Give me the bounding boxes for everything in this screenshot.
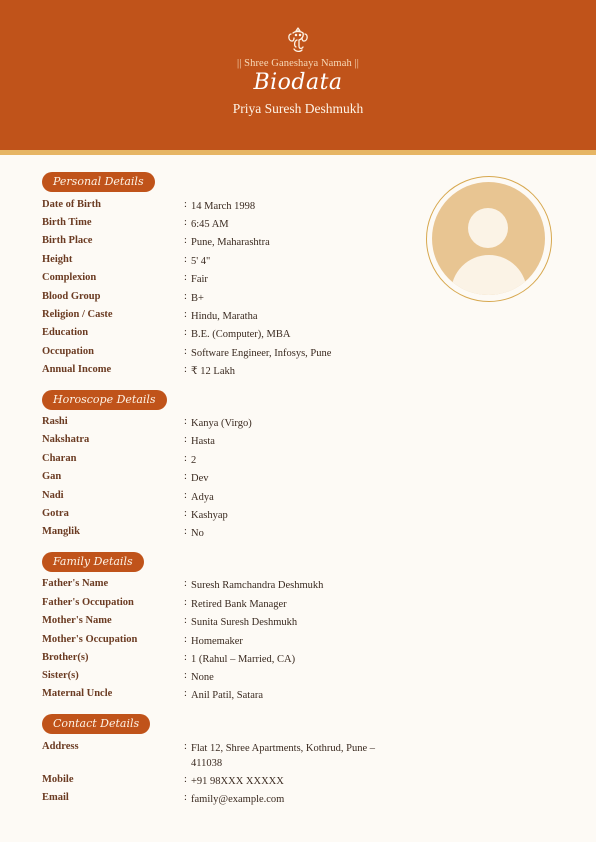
detail-label: Maternal Uncle [42,688,113,699]
detail-value: Flat 12, Shree Apartments, Kothrud, Pune – 411038 [191,743,376,769]
detail-value: B.E. (Computer), MBA [191,329,291,340]
header-banner [0,0,596,150]
detail-value: Adya [191,492,214,503]
detail-label: Mother's Name [42,615,112,626]
detail-label: Height [42,254,73,265]
detail-separator: : [184,670,187,681]
detail-label: Nadi [42,490,64,501]
avatar-placeholder-icon [432,182,545,295]
section-title-personal: Personal Details [42,172,155,192]
detail-separator: : [184,792,187,803]
section-title-contact: Contact Details [42,714,150,734]
detail-value: Anil Patil, Satara [191,690,264,701]
detail-value: Software Engineer, Infosys, Pune [191,348,332,359]
detail-value: Pune, Maharashtra [191,237,270,248]
detail-separator: : [184,578,187,589]
detail-label: Sister(s) [42,670,79,681]
detail-label: Religion / Caste [42,309,113,320]
detail-value: Kanya (Virgo) [191,418,252,429]
detail-value: Sunita Suresh Deshmukh [191,617,298,628]
detail-value: 14 March 1998 [191,201,256,212]
detail-label: Manglik [42,526,80,537]
section-title-horoscope: Horoscope Details [42,390,167,410]
ganesha-icon [285,26,311,54]
candidate-name: Priya Suresh Deshmukh [232,101,364,116]
detail-label: Email [42,792,69,803]
detail-separator: : [184,364,187,375]
detail-separator: : [184,254,187,265]
page-title: Biodata [253,70,343,95]
detail-separator: : [184,291,187,302]
detail-label: Address [42,741,79,752]
detail-label: Father's Occupation [42,597,134,608]
detail-label: Mother's Occupation [42,634,138,645]
header-divider [0,150,596,155]
detail-separator: : [184,217,187,228]
detail-label: Date of Birth [42,199,101,210]
section-title-family: Family Details [42,552,144,572]
detail-value: 1 (Rahul – Married, CA) [191,654,296,665]
detail-label: Blood Group [42,291,101,302]
profile-photo-frame [426,176,552,302]
detail-value: 5' 4" [191,256,211,267]
detail-separator: : [184,634,187,645]
detail-separator: : [184,416,187,427]
mantra-text: || Shree Ganeshaya Namah || [237,58,359,69]
detail-value: 2 [191,455,197,466]
detail-label: Gan [42,471,62,482]
detail-value: Retired Bank Manager [191,599,287,610]
detail-label: Nakshatra [42,434,90,445]
detail-value: 6:45 AM [191,219,229,230]
detail-separator: : [184,508,187,519]
detail-separator: : [184,597,187,608]
detail-value: Kashyap [191,510,228,521]
detail-separator: : [184,453,187,464]
detail-separator: : [184,652,187,663]
detail-value: family@example.com [191,794,285,805]
detail-separator: : [184,615,187,626]
detail-label: Complexion [42,272,97,283]
detail-label: Education [42,327,89,338]
detail-label: Father's Name [42,578,109,589]
detail-value: Suresh Ramchandra Deshmukh [191,580,324,591]
detail-value: Hasta [191,436,215,447]
detail-value: Homemaker [191,636,243,647]
detail-label: Rashi [42,416,68,427]
detail-value: +91 98XXX XXXXX [191,776,284,787]
detail-separator: : [184,235,187,246]
detail-label: Brother(s) [42,652,89,663]
detail-label: Annual Income [42,364,112,375]
avatar-body [451,255,527,295]
detail-value: Dev [191,473,209,484]
avatar-head [468,208,508,248]
detail-value: Fair [191,274,208,285]
detail-label: Birth Place [42,235,93,246]
detail-separator: : [184,327,187,338]
detail-separator: : [184,526,187,537]
detail-separator: : [184,490,187,501]
detail-separator: : [184,471,187,482]
detail-value: B+ [191,293,204,304]
detail-separator: : [184,309,187,320]
detail-separator: : [184,346,187,357]
detail-separator: : [184,774,187,785]
detail-label: Birth Time [42,217,92,228]
detail-value: Hindu, Maratha [191,311,258,322]
detail-separator: : [184,272,187,283]
detail-label: Occupation [42,346,94,357]
detail-label: Charan [42,453,77,464]
detail-separator: : [184,688,187,699]
detail-label: Mobile [42,774,74,785]
detail-value: No [191,528,204,539]
detail-value: None [191,672,214,683]
detail-value: ₹ 12 Lakh [191,366,236,377]
detail-separator: : [184,741,187,752]
detail-separator: : [184,199,187,210]
detail-separator: : [184,434,187,445]
detail-label: Gotra [42,508,69,519]
